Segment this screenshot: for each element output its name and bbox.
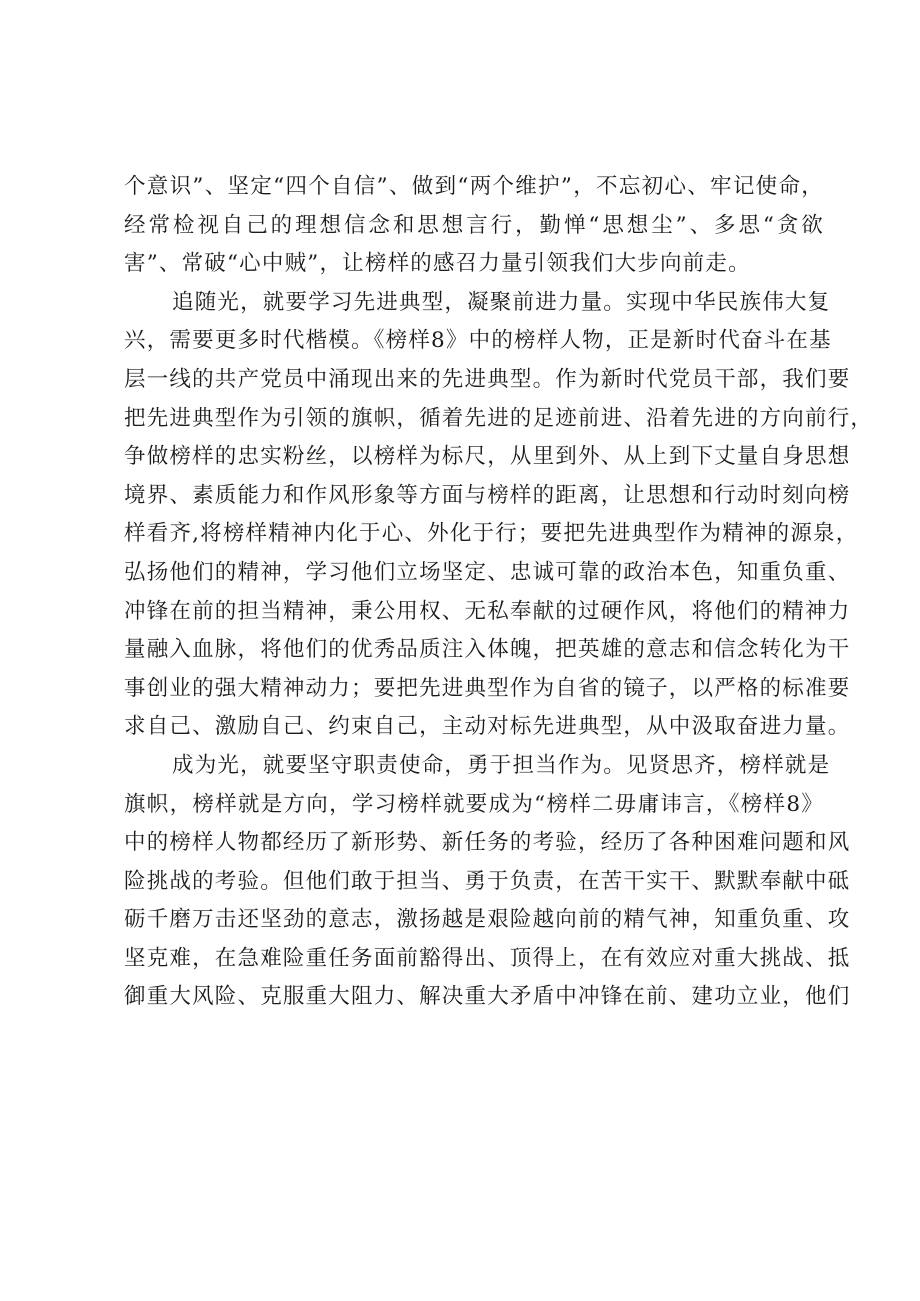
text-line: 害”、常破“心中贼”，让榜样的感召力量引领我们大步向前走。 [124, 251, 751, 277]
text-line: 把先进典型作为引领的旗帜，循着先进的足迹前进、沿着先进的方向前行， [124, 405, 874, 431]
paragraph-first-line: 成为光，就要坚守职责使命，勇于担当作为。见贤思齐，榜样就是 [172, 752, 831, 778]
text-line: 旗帜，榜样就是方向，学习榜样就要成为“榜样二毋庸讳言，《榜样8》 [124, 791, 824, 817]
text-line: 个意识”、坚定“四个自信”、做到“两个维护”，不忘初心、牢记使命， [124, 174, 824, 199]
text-line: 险挑战的考验。但他们敢于担当、勇于负责，在苦干实干、默默奉献中砥 [124, 868, 851, 894]
text-line: 砺千磨万击还坚劲的意志，激扬越是艰险越向前的精气神，知重负重、攻 [124, 907, 851, 933]
text-line: 事创业的强大精神动力；要把先进典型作为自省的镜子，以严格的标准要 [124, 675, 851, 701]
text-line: 坚克难，在急难险重任务面前豁得出、顶得上，在有效应对重大挑战、抵 [124, 945, 851, 971]
text-line: 样看齐,将榜样精神内化于心、外化于行；要把先进典型作为精神的源泉， [124, 521, 859, 547]
text-line: 求自己、激励自己、约束自己，主动对标先进典型，从中汲取奋进力量。 [124, 714, 851, 740]
paragraph-first-line: 追随光，就要学习先进典型，凝聚前进力量。实现中华民族伟大复 [172, 289, 831, 315]
text-line: 经常检视自己的理想信念和思想言行，勤惮“思想尘”、多思“贪欲 [124, 212, 824, 238]
text-line: 境界、素质能力和作风形象等方面与榜样的距离，让思想和行动时刻向榜 [124, 482, 851, 508]
text-line: 御重大风险、克服重大阻力、解决重大矛盾中冲锋在前、建功立业，他们 [124, 984, 851, 1010]
text-line: 量融入血脉，将他们的优秀品质注入体魄，把英雄的意志和信念转化为干 [124, 637, 851, 663]
text-line: 兴，需要更多时代楷模。《榜样8》中的榜样人物，正是新时代奋斗在基 [124, 328, 832, 354]
document-body [124, 168, 874, 1017]
text-line: 中的榜样人物都经历了新形势、新任务的考验，经历了各种困难问题和风 [124, 830, 851, 856]
text-line: 冲锋在前的担当精神，秉公用权、无私奉献的过硬作风，将他们的精神力 [124, 598, 851, 624]
text-line: 层一线的共产党员中涌现出来的先进典型。作为新时代党员干部，我们要 [124, 366, 851, 392]
text-line: 争做榜样的忠实粉丝，以榜样为标尺，从里到外、从上到下丈量自身思想 [124, 444, 851, 470]
text-line: 弘扬他们的精神，学习他们立场坚定、忠诚可靠的政治本色，知重负重、 [124, 559, 851, 585]
